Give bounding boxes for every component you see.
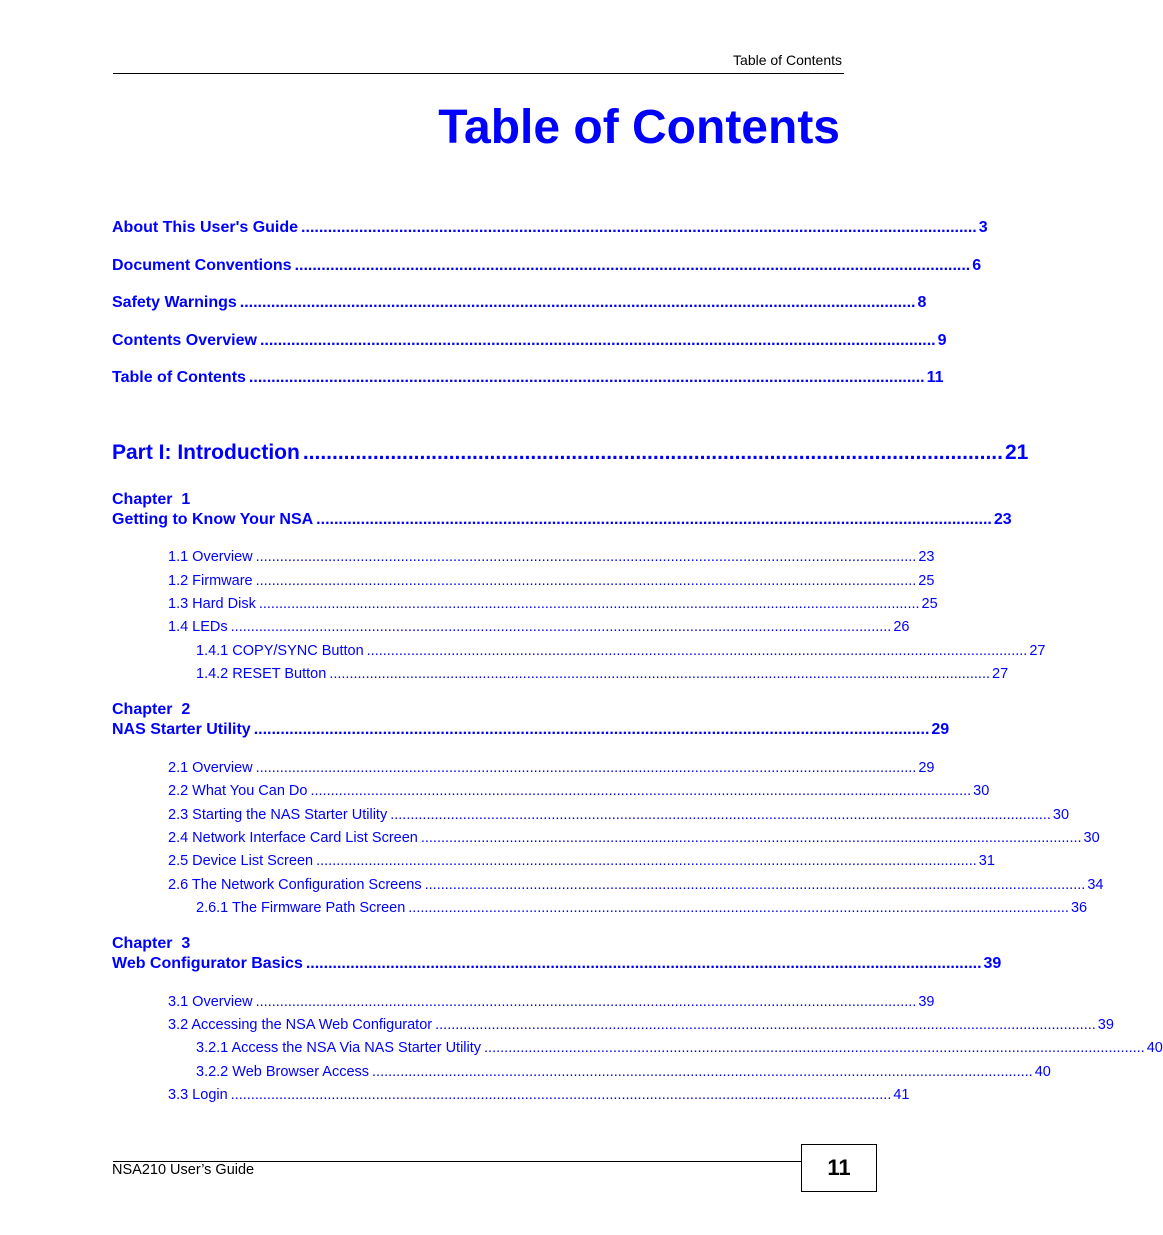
toc-entry-label: 3.2 Accessing the NSA Web Configurator xyxy=(168,1017,433,1033)
toc-entry-page: 39 xyxy=(1097,1017,1114,1033)
toc-entry-page: 34 xyxy=(1087,877,1104,893)
toc-chapter-1[interactable]: Getting to Know Your NSA ........................................................................................................................................................ 23 xyxy=(112,511,1012,528)
toc-entry-page: 6 xyxy=(972,257,982,274)
toc-section[interactable]: 1.1 Overview .................................................................................................................................................................... 23 xyxy=(168,549,935,565)
toc-subsection[interactable]: 3.2.2 Web Browser Access .................................................................................................................................................................... 40 xyxy=(196,1064,1051,1080)
toc-entry-label: About This User's Guide xyxy=(112,219,299,236)
toc-entry-page: 26 xyxy=(893,619,910,635)
chapter-label: Chapter 2 xyxy=(112,701,191,718)
toc-entry-label: Contents Overview xyxy=(112,332,257,349)
toc-chapter-3[interactable]: Web Configurator Basics ........................................................................................................................................................ 39 xyxy=(112,955,1002,972)
toc-section[interactable]: 2.4 Network Interface Card List Screen .................................................................................................................................................................... 30 xyxy=(168,830,1100,846)
toc-entry-page: 41 xyxy=(893,1087,910,1103)
toc-entry-page: 29 xyxy=(931,721,950,738)
toc-entry-page: 29 xyxy=(918,760,935,776)
toc-section[interactable]: 2.5 Device List Screen .................................................................................................................................................................... 31 xyxy=(168,853,995,869)
toc-entry-label: 2.4 Network Interface Card List Screen xyxy=(168,830,418,846)
toc-entry-page: 23 xyxy=(918,549,935,565)
toc-entry-page: 39 xyxy=(983,955,1002,972)
toc-entry-label: 2.6.1 The Firmware Path Screen xyxy=(196,900,406,916)
toc-entry-label: 3.3 Login xyxy=(168,1087,228,1103)
toc-entry-label: 3.2.2 Web Browser Access xyxy=(196,1064,370,1080)
toc-section[interactable]: 1.2 Firmware .................................................................................................................................................................... 25 xyxy=(168,573,935,589)
toc-entry-label: NAS Starter Utility xyxy=(112,721,251,738)
toc-entry-label: 1.1 Overview xyxy=(168,549,253,565)
toc-entry-page: 9 xyxy=(937,332,947,349)
toc-section[interactable]: 3.3 Login .................................................................................................................................................................... 41 xyxy=(168,1087,910,1103)
toc-entry-label: Web Configurator Basics xyxy=(112,955,303,972)
toc-entry-page: 25 xyxy=(918,573,935,589)
toc-entry-page: 23 xyxy=(993,511,1012,528)
toc-entry-page: 39 xyxy=(918,994,935,1010)
toc-entry-page: 8 xyxy=(917,294,927,311)
toc-section[interactable]: 3.1 Overview .................................................................................................................................................................... 39 xyxy=(168,994,935,1010)
toc-entry-about-guide[interactable]: About This User's Guide ........................................................................................................................................................ 3 xyxy=(112,219,988,236)
toc-entry-label: Part I: Introduction xyxy=(112,441,300,464)
toc-entry-label: 2.1 Overview xyxy=(168,760,253,776)
page-title: Table of Contents xyxy=(438,101,840,154)
toc-section[interactable]: 2.6 The Network Configuration Screens .................................................................................................................................................................... 34 xyxy=(168,877,1104,893)
page-number: 11 xyxy=(827,1155,851,1180)
toc-entry-page: 40 xyxy=(1034,1064,1051,1080)
toc-entry-label: 1.4.1 COPY/SYNC Button xyxy=(196,643,364,659)
toc-entry-page: 21 xyxy=(1004,441,1029,464)
toc-entry-page: 36 xyxy=(1070,900,1088,916)
toc-entry-page: 30 xyxy=(1052,807,1070,823)
toc-subsection[interactable]: 1.4.1 COPY/SYNC Button .................................................................................................................................................................... 27 xyxy=(196,643,1046,659)
toc-section[interactable]: 1.4 LEDs .................................................................................................................................................................... 26 xyxy=(168,619,910,635)
toc-entry-label: 2.2 What You Can Do xyxy=(168,783,308,799)
toc-entry-label: Getting to Know Your NSA xyxy=(112,511,314,528)
toc-entry-page: 11 xyxy=(926,369,944,386)
toc-entry-label: 2.6 The Network Configuration Screens xyxy=(168,877,422,893)
toc-entry-page: 27 xyxy=(1029,643,1046,659)
toc-subsection[interactable]: 1.4.2 RESET Button .................................................................................................................................................................... 27 xyxy=(196,666,1009,682)
toc-entry-label: 1.4.2 RESET Button xyxy=(196,666,327,682)
toc-entry-page: 40 xyxy=(1146,1040,1163,1056)
toc-entry-label: 1.4 LEDs xyxy=(168,619,228,635)
toc-chapter-2[interactable]: NAS Starter Utility ........................................................................................................................................................ 29 xyxy=(112,721,950,738)
toc-entry-label: Safety Warnings xyxy=(112,294,237,311)
toc-entry-table-of-contents[interactable]: Table of Contents ........................................................................................................................................................ 11 xyxy=(112,369,944,386)
toc-entry-page: 27 xyxy=(992,666,1009,682)
toc-section[interactable]: 2.2 What You Can Do .................................................................................................................................................................... 30 xyxy=(168,783,990,799)
toc-entry-label: 2.5 Device List Screen xyxy=(168,853,314,869)
toc-section[interactable]: 3.2 Accessing the NSA Web Configurator .................................................................................................................................................................... 39 xyxy=(168,1017,1114,1033)
toc-entry-page: 30 xyxy=(973,783,990,799)
toc-entry-safety-warnings[interactable]: Safety Warnings ........................................................................................................................................................ 8 xyxy=(112,294,927,311)
chapter-label: Chapter 1 xyxy=(112,491,191,508)
toc-entry-label: 3.1 Overview xyxy=(168,994,253,1010)
running-header: Table of Contents xyxy=(733,52,842,68)
toc-entry-label: Table of Contents xyxy=(112,369,246,386)
toc-entry-page: 30 xyxy=(1083,830,1100,846)
page-number-box xyxy=(801,1144,877,1192)
toc-part-introduction[interactable]: Part I: Introduction ........................................................................................................................ 21 xyxy=(112,441,1029,464)
header-rule xyxy=(113,73,844,74)
toc-entry-page: 31 xyxy=(978,853,995,869)
toc-entry-label: 1.2 Firmware xyxy=(168,573,253,589)
toc-entry-label: 3.2.1 Access the NSA Via NAS Starter Utility xyxy=(196,1040,482,1056)
toc-subsection[interactable]: 2.6.1 The Firmware Path Screen .................................................................................................................................................................... 36 xyxy=(196,900,1088,916)
toc-section[interactable]: 2.3 Starting the NAS Starter Utility .................................................................................................................................................................... 30 xyxy=(168,807,1070,823)
toc-entry-page: 25 xyxy=(921,596,938,612)
toc-entry-contents-overview[interactable]: Contents Overview ........................................................................................................................................................ 9 xyxy=(112,332,947,349)
toc-entry-page: 3 xyxy=(978,219,988,236)
toc-subsection[interactable]: 3.2.1 Access the NSA Via NAS Starter Utility .................................................................................................................................................................... 40 xyxy=(196,1040,1163,1056)
toc-section[interactable]: 1.3 Hard Disk .................................................................................................................................................................... 25 xyxy=(168,596,938,612)
chapter-label: Chapter 3 xyxy=(112,935,191,952)
toc-entry-label: 2.3 Starting the NAS Starter Utility xyxy=(168,807,388,823)
toc-section[interactable]: 2.1 Overview .................................................................................................................................................................... 29 xyxy=(168,760,935,776)
toc-entry-label: 1.3 Hard Disk xyxy=(168,596,256,612)
toc-entry-label: Document Conventions xyxy=(112,257,292,274)
toc-entry-document-conventions[interactable]: Document Conventions ........................................................................................................................................................ 6 xyxy=(112,257,982,274)
footer-guide-name: NSA210 User’s Guide xyxy=(112,1162,255,1178)
